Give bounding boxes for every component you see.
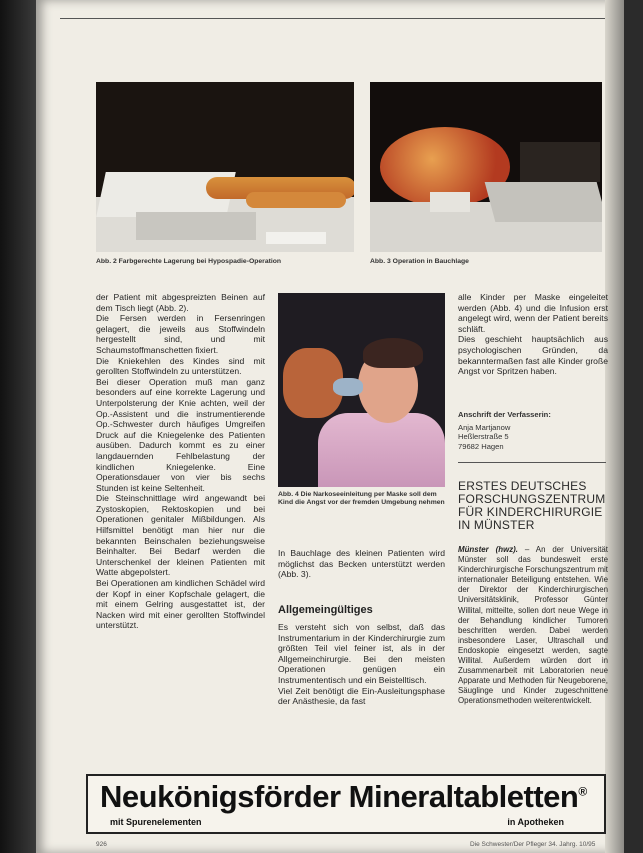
banner-line: FORSCHUNGSZENTRUM [458, 492, 606, 506]
news-banner-title [458, 480, 608, 532]
col2-paragraph-1: In Bauchlage des kleinen Patienten wird möglichst das Becken unterstützt werden (Abb. 3). [278, 548, 445, 580]
advertisement-box [86, 774, 606, 834]
figure-3-caption: Abb. 3 Operation in Bauchlage [370, 258, 469, 265]
banner-line: ERSTES DEUTSCHES [458, 479, 587, 493]
figure-2-caption: Abb. 2 Farbgerechte Lagerung bei Hypospadie-Operation [96, 258, 282, 265]
col2-paragraph: Es versteht sich von selbst, daß das Instrumentarium in der Kinderchirurgie zum größten Teil viel feiner ist, als in der Allgemeinchirurgie. Bei den meisten Operationen genügen ein Instrumententisch und ein Beistelltisch. [278, 622, 445, 685]
figure-3-photo [370, 82, 602, 252]
figure-4-photo [278, 293, 445, 487]
article-column-2 [278, 622, 445, 707]
figure-4-caption: Abb. 4 Die Narkoseeinleitung per Maske soll dem Kind die Angst vor der fremden Umgebung nehmen [278, 491, 445, 506]
address-line: Heßlerstraße 5 [458, 432, 509, 442]
author-address [458, 410, 608, 451]
col1-paragraph: Die Steinschnittlage wird angewandt bei Zystoskopien, Rektoskopien und bei Operationen genitaler Mißbildungen. Als Hilfsmittel benötigt man hier nur die bekannten Beinschalen beziehungsweise Beinhalter. Bei Bedarf werden die Unterschenkel der kleinen Patienten mit Watte abgepolstert. [96, 493, 265, 578]
col3-paragraph: Dies geschieht hauptsächlich aus psychologischen Gründen, da bekanntermaßen fast alle Kinder große Angst vor Spritzen haben. [458, 334, 608, 377]
col1-paragraph: Bei dieser Operation muß man ganz besonders auf eine korrekte Lagerung und Unterpolsterung der Knie achten, weil der Op.-Assistent und die instrumentierende Op.-Schwester durch häufiges Umgreifen Druck auf die Kniegelenke des Patienten ausüben. Dadurch kommt es zu einer langdauernden Fehlbelastung der kindlichen Kniegelenke. Eine Operationsdauer von vier bis sechs Stunden ist keine Seltenheit. [96, 376, 265, 493]
address-line: 79682 Hagen [458, 441, 504, 451]
article-column-1 [96, 292, 265, 631]
address-label: Anschrift der Verfasserin: [458, 410, 551, 419]
ad-registered-mark: ® [578, 784, 587, 799]
col3-paragraph: alle Kinder per Maske eingeleitet werden (Abb. 4) und die Infusion erst angelegt wird, wenn der Patient bereits schläft. [458, 292, 608, 334]
news-rule [458, 462, 606, 463]
news-lead: Münster (hwz). [458, 545, 518, 554]
figure-2-photo [96, 82, 354, 252]
section-heading: Allgemeingültiges [278, 604, 373, 616]
col1-paragraph: der Patient mit abgespreizten Beinen auf dem Tisch liegt (Abb. 2). [96, 292, 265, 313]
ad-subtitle: mit Spurenelementen [110, 817, 202, 827]
news-article [458, 545, 608, 707]
ad-title [100, 779, 587, 815]
banner-line: IN MÜNSTER [458, 518, 535, 532]
col2-paragraph: Viel Zeit benötigt die Ein-Ausleitungsphase der Anästhesie, da fast [278, 685, 445, 707]
top-rule [60, 18, 605, 19]
page-number: 926 [96, 841, 107, 848]
col1-paragraph: Die Kniekehlen des Kindes sind mit gerollten Stoffwindeln zu unterstützen. [96, 355, 265, 377]
col1-paragraph: Bei Operationen am kindlichen Schädel wird der Kopf in einer Kopfschale gelagert, die mit einem Gelring ausgestattet ist, der Nacken wird mit einer gerollten Stoffwindel unterstützt. [96, 578, 265, 631]
news-body: – An der Universität Münster soll das bundesweit erste Kinderchirurgische Forschungszentrum mit internationaler Beteiligung entstehen. Wie der Direktor der Kinderchirurgischen Universitätsklinik, Professor Günter Willital, mitteilte, sollen dort neue Wege in der Behandlung kindlicher Tumoren beschritten werden. Dabei werden insbesondere Laser, Ultraschall und Endoskopie eingesetzt werden, sagte Willital. Außerdem würden dort in Zusammenarbeit mit Laboratorien neue Apparate und Methoden für Neugeborene, Säuglinge und Kinder zugeschnittene Operationsmethoden weiterentwickelt. [458, 545, 608, 706]
banner-line: FÜR KINDERCHIRURGIE [458, 505, 603, 519]
journal-footer: Die Schwester/Der Pfleger 34. Jahrg. 10/95 [470, 841, 596, 848]
article-column-3 [458, 292, 608, 377]
ad-title-text: Neukönigsförder Mineraltabletten [100, 779, 579, 814]
address-line: Anja Martjanow [458, 422, 511, 432]
ad-right-text: in Apotheken [507, 817, 564, 827]
col1-paragraph: Die Fersen werden in Fersenringen gelagert, die jeweils aus Stoffwindeln hergestellt sind, und mit Schaumstoffmanschetten fixiert. [96, 313, 265, 355]
book-spine [0, 0, 36, 853]
